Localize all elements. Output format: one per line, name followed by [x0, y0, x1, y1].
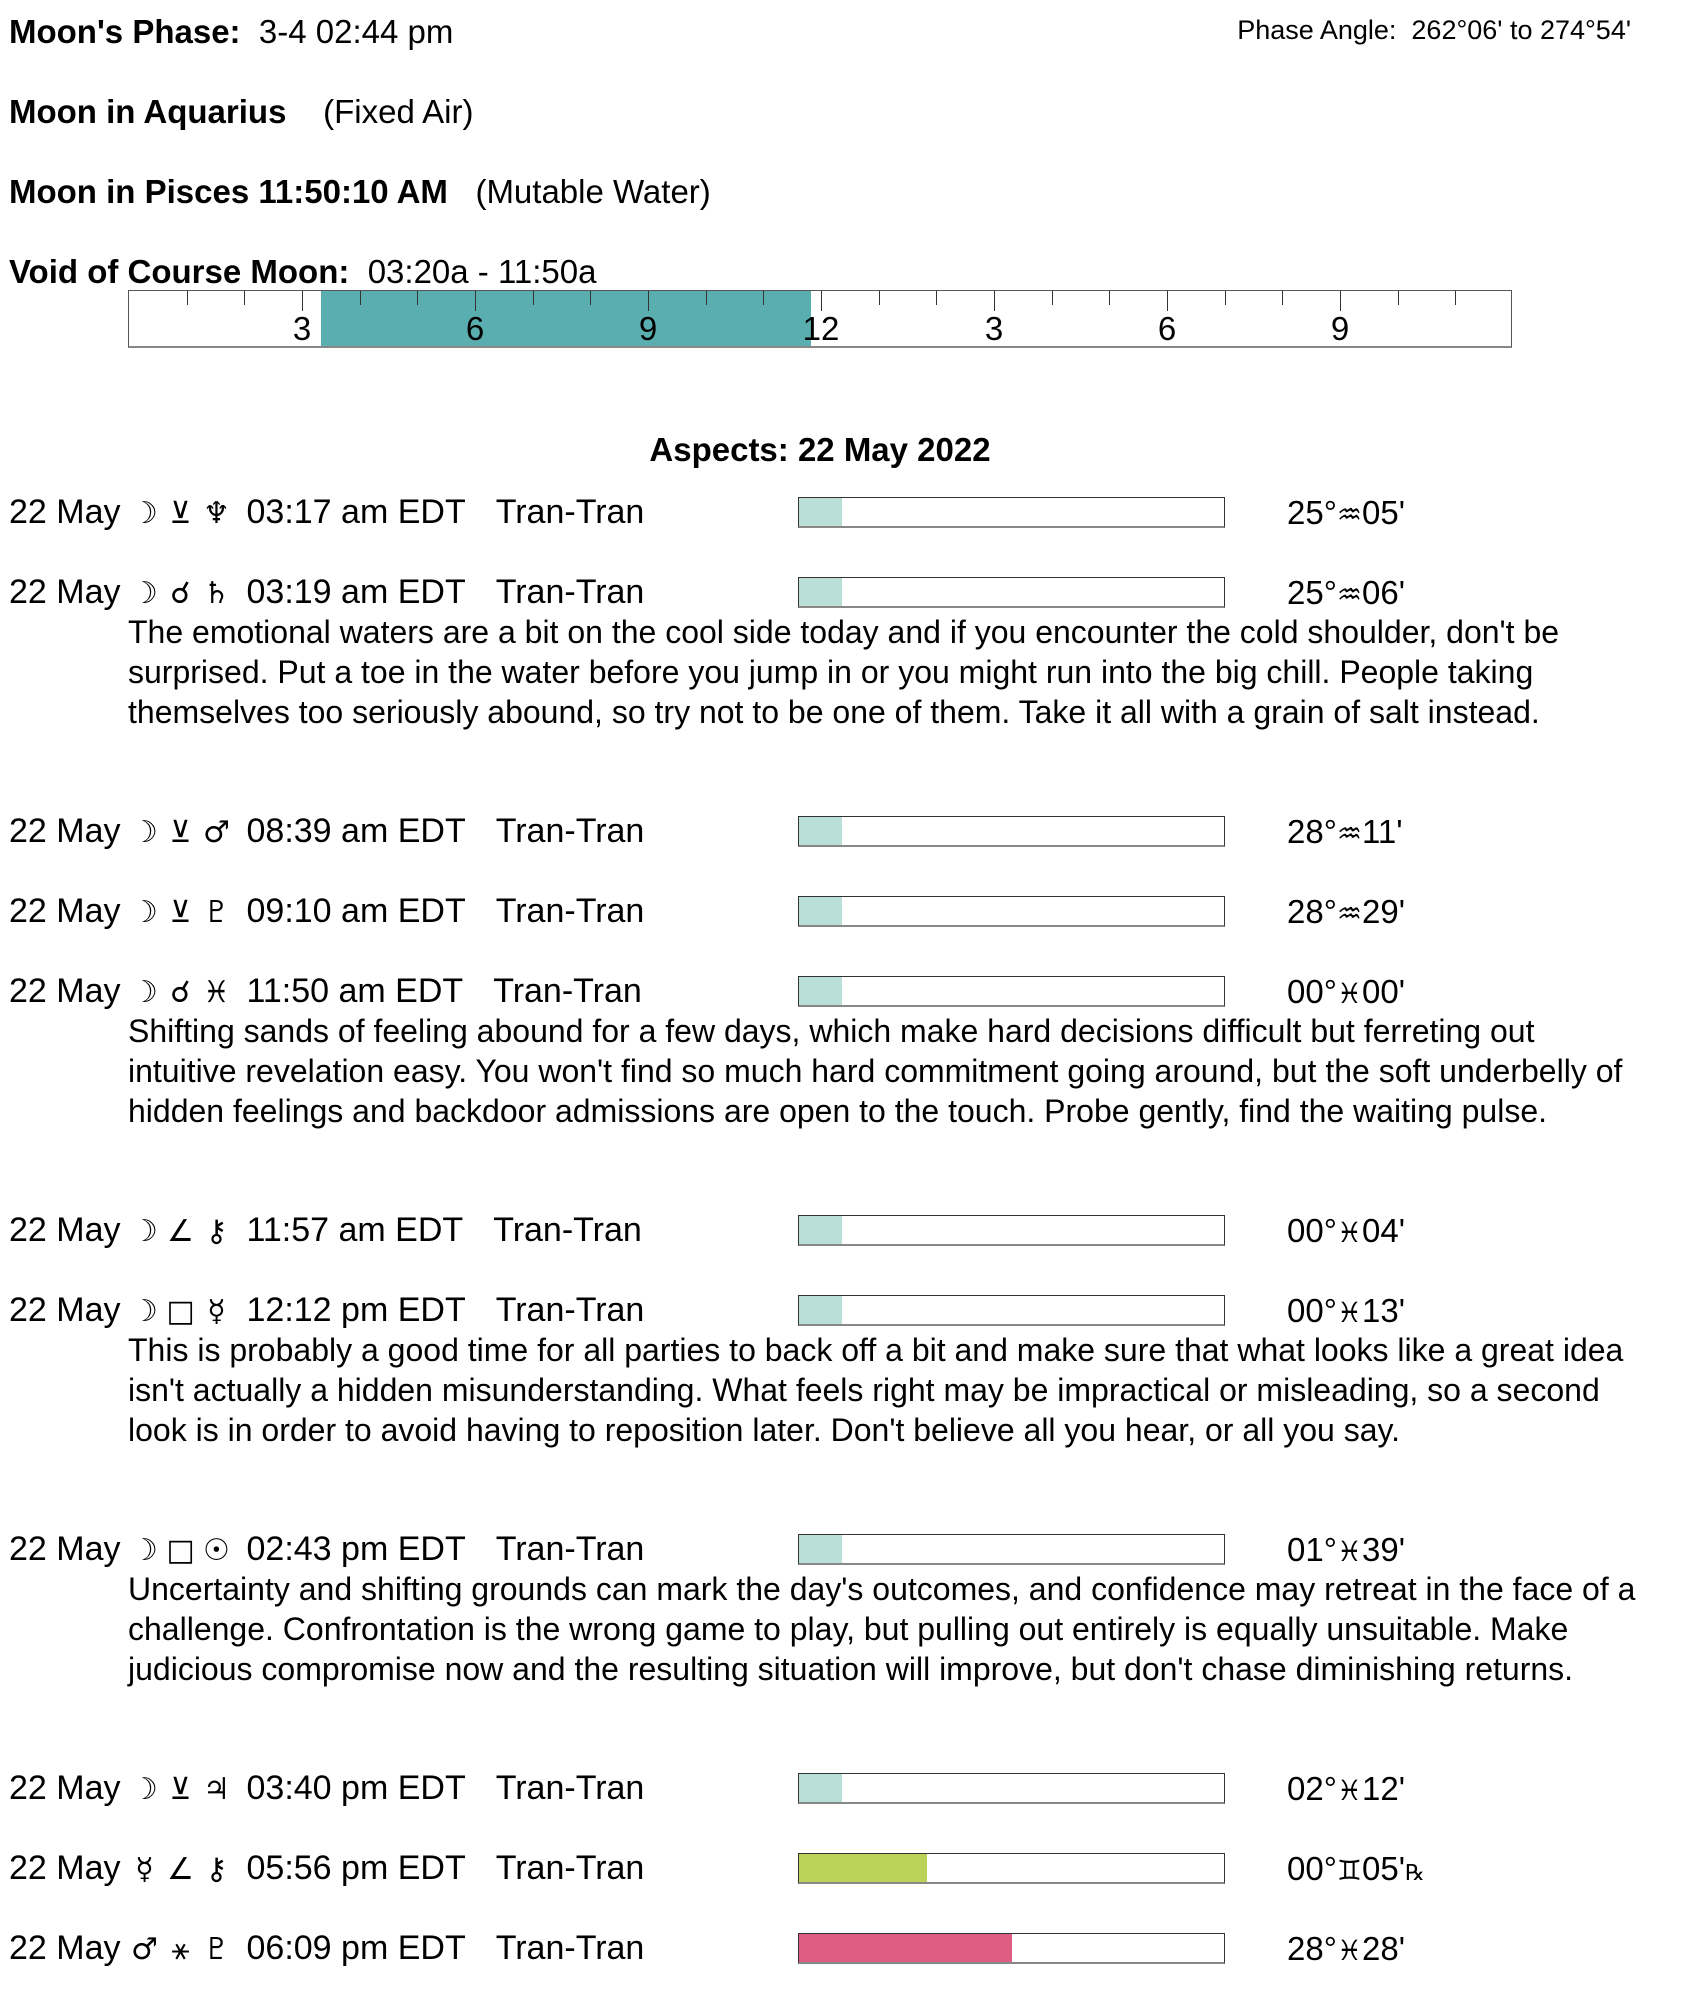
aspect-time: 11:57 am EDT [246, 1211, 464, 1249]
aspect-row [9, 971, 642, 1013]
zodiac-sign-icon: ♓ [1336, 1774, 1363, 1807]
quincunx-alt-icon: ⊻ [169, 815, 192, 850]
aspect-position [1287, 812, 1403, 854]
aspect-type: Tran-Tran [495, 1769, 645, 1807]
aspect-position [1287, 972, 1405, 1014]
aspect-strength-fill [799, 817, 842, 845]
timeline-tick [475, 291, 476, 311]
aspect-row [9, 891, 644, 933]
aspect-time: 09:10 am EDT [246, 892, 466, 930]
aspect-strength-bar [798, 1215, 1225, 1246]
position-minute: 05' [1362, 1850, 1406, 1887]
timeline-tick [590, 291, 591, 305]
aspect-type: Tran-Tran [495, 1929, 645, 1967]
timeline-tick [360, 291, 361, 305]
aspect-strength-bar [798, 497, 1225, 528]
timeline-tick [879, 291, 880, 305]
aspect-date: 22 May [9, 1769, 121, 1807]
position-degree: 00° [1287, 973, 1337, 1010]
aspect-strength-fill [799, 1774, 842, 1802]
aspect-type: Tran-Tran [495, 573, 645, 611]
moon-icon: ☽ [131, 1294, 158, 1329]
aspect-row [9, 492, 644, 534]
moon-sign-2-label: Moon in Pisces 11:50:10 AM [9, 173, 448, 210]
timeline-tick [302, 291, 303, 311]
aspect-time: 03:19 am EDT [246, 573, 466, 611]
position-degree: 28° [1287, 813, 1337, 850]
moon-icon: ☽ [131, 815, 158, 850]
moon-sign-1-quality: (Fixed Air) [323, 93, 474, 130]
position-minute: 28' [1362, 1930, 1406, 1967]
timeline-tick [417, 291, 418, 305]
aspect-date: 22 May [9, 972, 121, 1010]
void-period-fill [321, 291, 811, 346]
position-degree: 25° [1287, 494, 1337, 531]
aspect-row [9, 1928, 644, 1970]
moon-sign-2-quality: (Mutable Water) [475, 173, 711, 210]
zodiac-sign-icon: ♓ [1336, 1296, 1363, 1329]
moon-sign-aquarius [9, 92, 473, 132]
timeline-tick [187, 291, 188, 305]
position-degree: 28° [1287, 1930, 1337, 1967]
aspect-time: 02:43 pm EDT [246, 1530, 466, 1568]
void-of-course-timeline [128, 290, 1512, 348]
square-icon: □ [166, 1533, 195, 1568]
conjunction-icon: ☌ [170, 975, 191, 1010]
semisquare-icon: ∠ [167, 1214, 194, 1249]
aspect-strength-fill [799, 1296, 842, 1324]
aspect-strength-bar [798, 976, 1225, 1007]
aspect-type: Tran-Tran [495, 812, 645, 850]
square-icon: □ [166, 1294, 195, 1329]
position-degree: 00° [1287, 1850, 1337, 1887]
moon-sign-pisces [9, 172, 711, 212]
aspect-position [1287, 1769, 1405, 1811]
aspect-date: 22 May [9, 573, 121, 611]
aspect-row [9, 1290, 644, 1332]
aspect-interpretation: Uncertainty and shifting grounds can mark the day's outcomes, and confidence may retreat in the face of a challenge. Confrontation is the wrong game to play, but pulling out entirely is equally unsuitable. Make judicious compromise now and the resulting situation will improve, but don't chase diminishing returns. [128, 1571, 1636, 1687]
aspect-type: Tran-Tran [495, 1291, 645, 1329]
timeline-tick [936, 291, 937, 305]
position-minute: 00' [1362, 973, 1406, 1010]
aspect-strength-bar [798, 1853, 1225, 1884]
moon-icon: ☽ [131, 975, 158, 1010]
aspect-row [9, 572, 644, 614]
zodiac-sign-icon: ♓ [1336, 1934, 1363, 1967]
chiron-icon: ⚷ [205, 1852, 228, 1887]
quincunx-alt-icon: ⊻ [169, 496, 192, 531]
aspect-time: 08:39 am EDT [246, 812, 466, 850]
aspect-position [1287, 1849, 1425, 1894]
position-minute: 05' [1362, 494, 1406, 531]
aspect-time: 06:09 pm EDT [246, 1929, 466, 1967]
moon-icon: ☽ [131, 576, 158, 611]
zodiac-sign-icon: ♒ [1336, 498, 1363, 531]
aspect-strength-bar [798, 1534, 1225, 1565]
position-minute: 06' [1362, 574, 1406, 611]
aspect-strength-bar [798, 896, 1225, 927]
aspect-strength-bar [798, 1295, 1225, 1326]
moon-phase-label: Moon's Phase: [9, 13, 241, 50]
position-degree: 00° [1287, 1292, 1337, 1329]
position-degree: 25° [1287, 574, 1337, 611]
sextile-icon: ⚹ [171, 1932, 190, 1967]
timeline-tick [706, 291, 707, 305]
zodiac-sign-icon: ♊ [1336, 1854, 1363, 1887]
aspect-strength-fill [799, 498, 842, 526]
moon-sign-1-label: Moon in Aquarius [9, 93, 287, 130]
timeline-tick [533, 291, 534, 305]
timeline-tick [648, 291, 649, 311]
timeline-hour-label: 9 [638, 310, 658, 347]
aspects-title: Aspects: 22 May 2022 [649, 431, 991, 468]
timeline-tick [1109, 291, 1110, 305]
aspect-date: 22 May [9, 1929, 121, 1967]
aspect-type: Tran-Tran [495, 493, 645, 531]
aspect-strength-fill [799, 1934, 1012, 1962]
aspect-interpretation: Shifting sands of feeling abound for a few days, which make hard decisions difficult but ferreting out intuitive revelation easy. You won't find so much hard commitment going around, but the soft underbelly of hidden feelings and backdoor admissions are open to the touch. Probe gently, find the waiting pulse. [128, 1013, 1623, 1129]
pisces-icon: ♓ [203, 975, 230, 1010]
quincunx-alt-icon: ⊻ [169, 1772, 192, 1807]
timeline-tick [1225, 291, 1226, 305]
aspect-strength-bar [798, 1773, 1225, 1804]
zodiac-sign-icon: ♓ [1336, 977, 1363, 1010]
position-minute: 04' [1362, 1212, 1406, 1249]
aspect-time: 12:12 pm EDT [246, 1291, 466, 1329]
pluto-icon: ♇ [203, 1932, 230, 1967]
timeline-tick [1398, 291, 1399, 305]
mars-icon: ♂ [131, 1932, 158, 1967]
aspect-strength-fill [799, 578, 842, 606]
voc-value: 03:20a - 11:50a [367, 253, 597, 290]
mars-icon: ♂ [203, 815, 230, 850]
aspect-time: 03:17 am EDT [246, 493, 466, 531]
aspect-date: 22 May [9, 1211, 121, 1249]
aspect-date: 22 May [9, 812, 121, 850]
aspect-strength-fill [799, 1535, 842, 1563]
position-minute: 29' [1362, 893, 1406, 930]
aspect-type: Tran-Tran [495, 1530, 645, 1568]
aspect-date: 22 May [9, 493, 121, 531]
timeline-tick [1052, 291, 1053, 305]
aspect-type: Tran-Tran [495, 892, 645, 930]
quincunx-alt-icon: ⊻ [169, 895, 192, 930]
aspect-interpretation: This is probably a good time for all parties to back off a bit and make sure that what looks like a great idea isn't actually a hidden misunderstanding. What feels right may be impractical or misleading, so a second look is in order to avoid having to reposition later. Don't believe all you hear, or all you say. [128, 1332, 1624, 1448]
phase-angle [1237, 14, 1631, 46]
aspect-row [9, 1768, 644, 1810]
aspect-position [1287, 493, 1405, 535]
aspect-time: 03:40 pm EDT [246, 1769, 466, 1807]
timeline-tick [1340, 291, 1341, 311]
aspect-time: 11:50 am EDT [246, 972, 464, 1010]
aspect-strength-bar [798, 577, 1225, 608]
timeline-tick [1455, 291, 1456, 305]
aspect-row [9, 1529, 644, 1571]
retrograde-icon: ℞ [1405, 1861, 1425, 1886]
aspect-row [9, 1848, 644, 1890]
moon-icon: ☽ [131, 1772, 158, 1807]
timeline-hour-label: 12 [802, 310, 840, 347]
zodiac-sign-icon: ♒ [1336, 897, 1363, 930]
aspect-strength-bar [798, 1933, 1225, 1964]
semisquare-icon: ∠ [167, 1852, 194, 1887]
phase-angle-value: 262°06' to 274°54' [1411, 15, 1631, 45]
aspect-interpretation: The emotional waters are a bit on the cool side today and if you encounter the cold shoulder, don't be surprised. Put a toe in the water before you jump in or you might run into the big chill. People taking themselves too seriously abound, so try not to be one of them. Take it all with a grain of salt instead. [128, 614, 1560, 730]
aspect-row [9, 811, 644, 853]
aspect-date: 22 May [9, 892, 121, 930]
pluto-icon: ♇ [203, 895, 230, 930]
chiron-icon: ⚷ [205, 1214, 228, 1249]
mercury-icon: ☿ [135, 1852, 154, 1887]
position-degree: 02° [1287, 1770, 1337, 1807]
jupiter-icon: ♃ [203, 1772, 230, 1807]
timeline-tick [994, 291, 995, 311]
timeline-tick [821, 291, 822, 311]
moon-icon: ☽ [131, 1533, 158, 1568]
aspect-row [9, 1210, 642, 1252]
aspect-position [1287, 1291, 1405, 1333]
zodiac-sign-icon: ♓ [1336, 1216, 1363, 1249]
timeline-hour-label: 3 [292, 310, 312, 347]
sun-icon: ☉ [203, 1533, 230, 1568]
aspect-strength-fill [799, 897, 842, 925]
timeline-tick [244, 291, 245, 305]
timeline-hour-label: 3 [984, 310, 1004, 347]
aspect-position [1287, 1929, 1405, 1971]
position-degree: 00° [1287, 1212, 1337, 1249]
position-minute: 13' [1362, 1292, 1406, 1329]
aspect-date: 22 May [9, 1530, 121, 1568]
aspect-strength-fill [799, 977, 842, 1005]
moon-phase-value: 3-4 02:44 pm [258, 13, 454, 50]
position-minute: 11' [1362, 813, 1403, 850]
zodiac-sign-icon: ♒ [1336, 578, 1363, 611]
aspect-strength-fill [799, 1216, 842, 1244]
timeline-tick [1167, 291, 1168, 311]
mercury-icon: ☿ [207, 1294, 226, 1329]
saturn-icon: ♄ [203, 576, 230, 611]
moon-icon: ☽ [131, 1214, 158, 1249]
timeline-tick [1282, 291, 1283, 305]
aspect-type: Tran-Tran [495, 1849, 645, 1887]
aspect-position [1287, 1530, 1405, 1572]
conjunction-icon: ☌ [170, 576, 191, 611]
position-degree: 01° [1287, 1531, 1337, 1568]
aspect-type: Tran-Tran [493, 1211, 642, 1249]
aspect-strength-bar [798, 816, 1225, 847]
moon-phase [9, 12, 453, 52]
aspect-position [1287, 892, 1405, 934]
aspect-date: 22 May [9, 1849, 121, 1887]
moon-icon: ☽ [131, 496, 158, 531]
aspect-strength-fill [799, 1854, 927, 1882]
zodiac-sign-icon: ♓ [1336, 1535, 1363, 1568]
neptune-icon: ♆ [203, 496, 230, 531]
phase-angle-label: Phase Angle: [1237, 15, 1397, 45]
timeline-tick [763, 291, 764, 305]
timeline-hour-label: 9 [1330, 310, 1350, 347]
aspect-time: 05:56 pm EDT [246, 1849, 466, 1887]
position-minute: 12' [1362, 1770, 1406, 1807]
timeline-hour-label: 6 [1157, 310, 1177, 347]
aspect-position [1287, 573, 1405, 615]
timeline-hour-label: 6 [465, 310, 485, 347]
aspect-date: 22 May [9, 1291, 121, 1329]
aspect-position [1287, 1211, 1405, 1253]
moon-icon: ☽ [131, 895, 158, 930]
zodiac-sign-icon: ♒ [1336, 817, 1363, 850]
position-minute: 39' [1362, 1531, 1406, 1568]
voc-label: Void of Course Moon: [9, 253, 350, 290]
position-degree: 28° [1287, 893, 1337, 930]
aspect-type: Tran-Tran [493, 972, 642, 1010]
void-of-course [9, 252, 596, 292]
